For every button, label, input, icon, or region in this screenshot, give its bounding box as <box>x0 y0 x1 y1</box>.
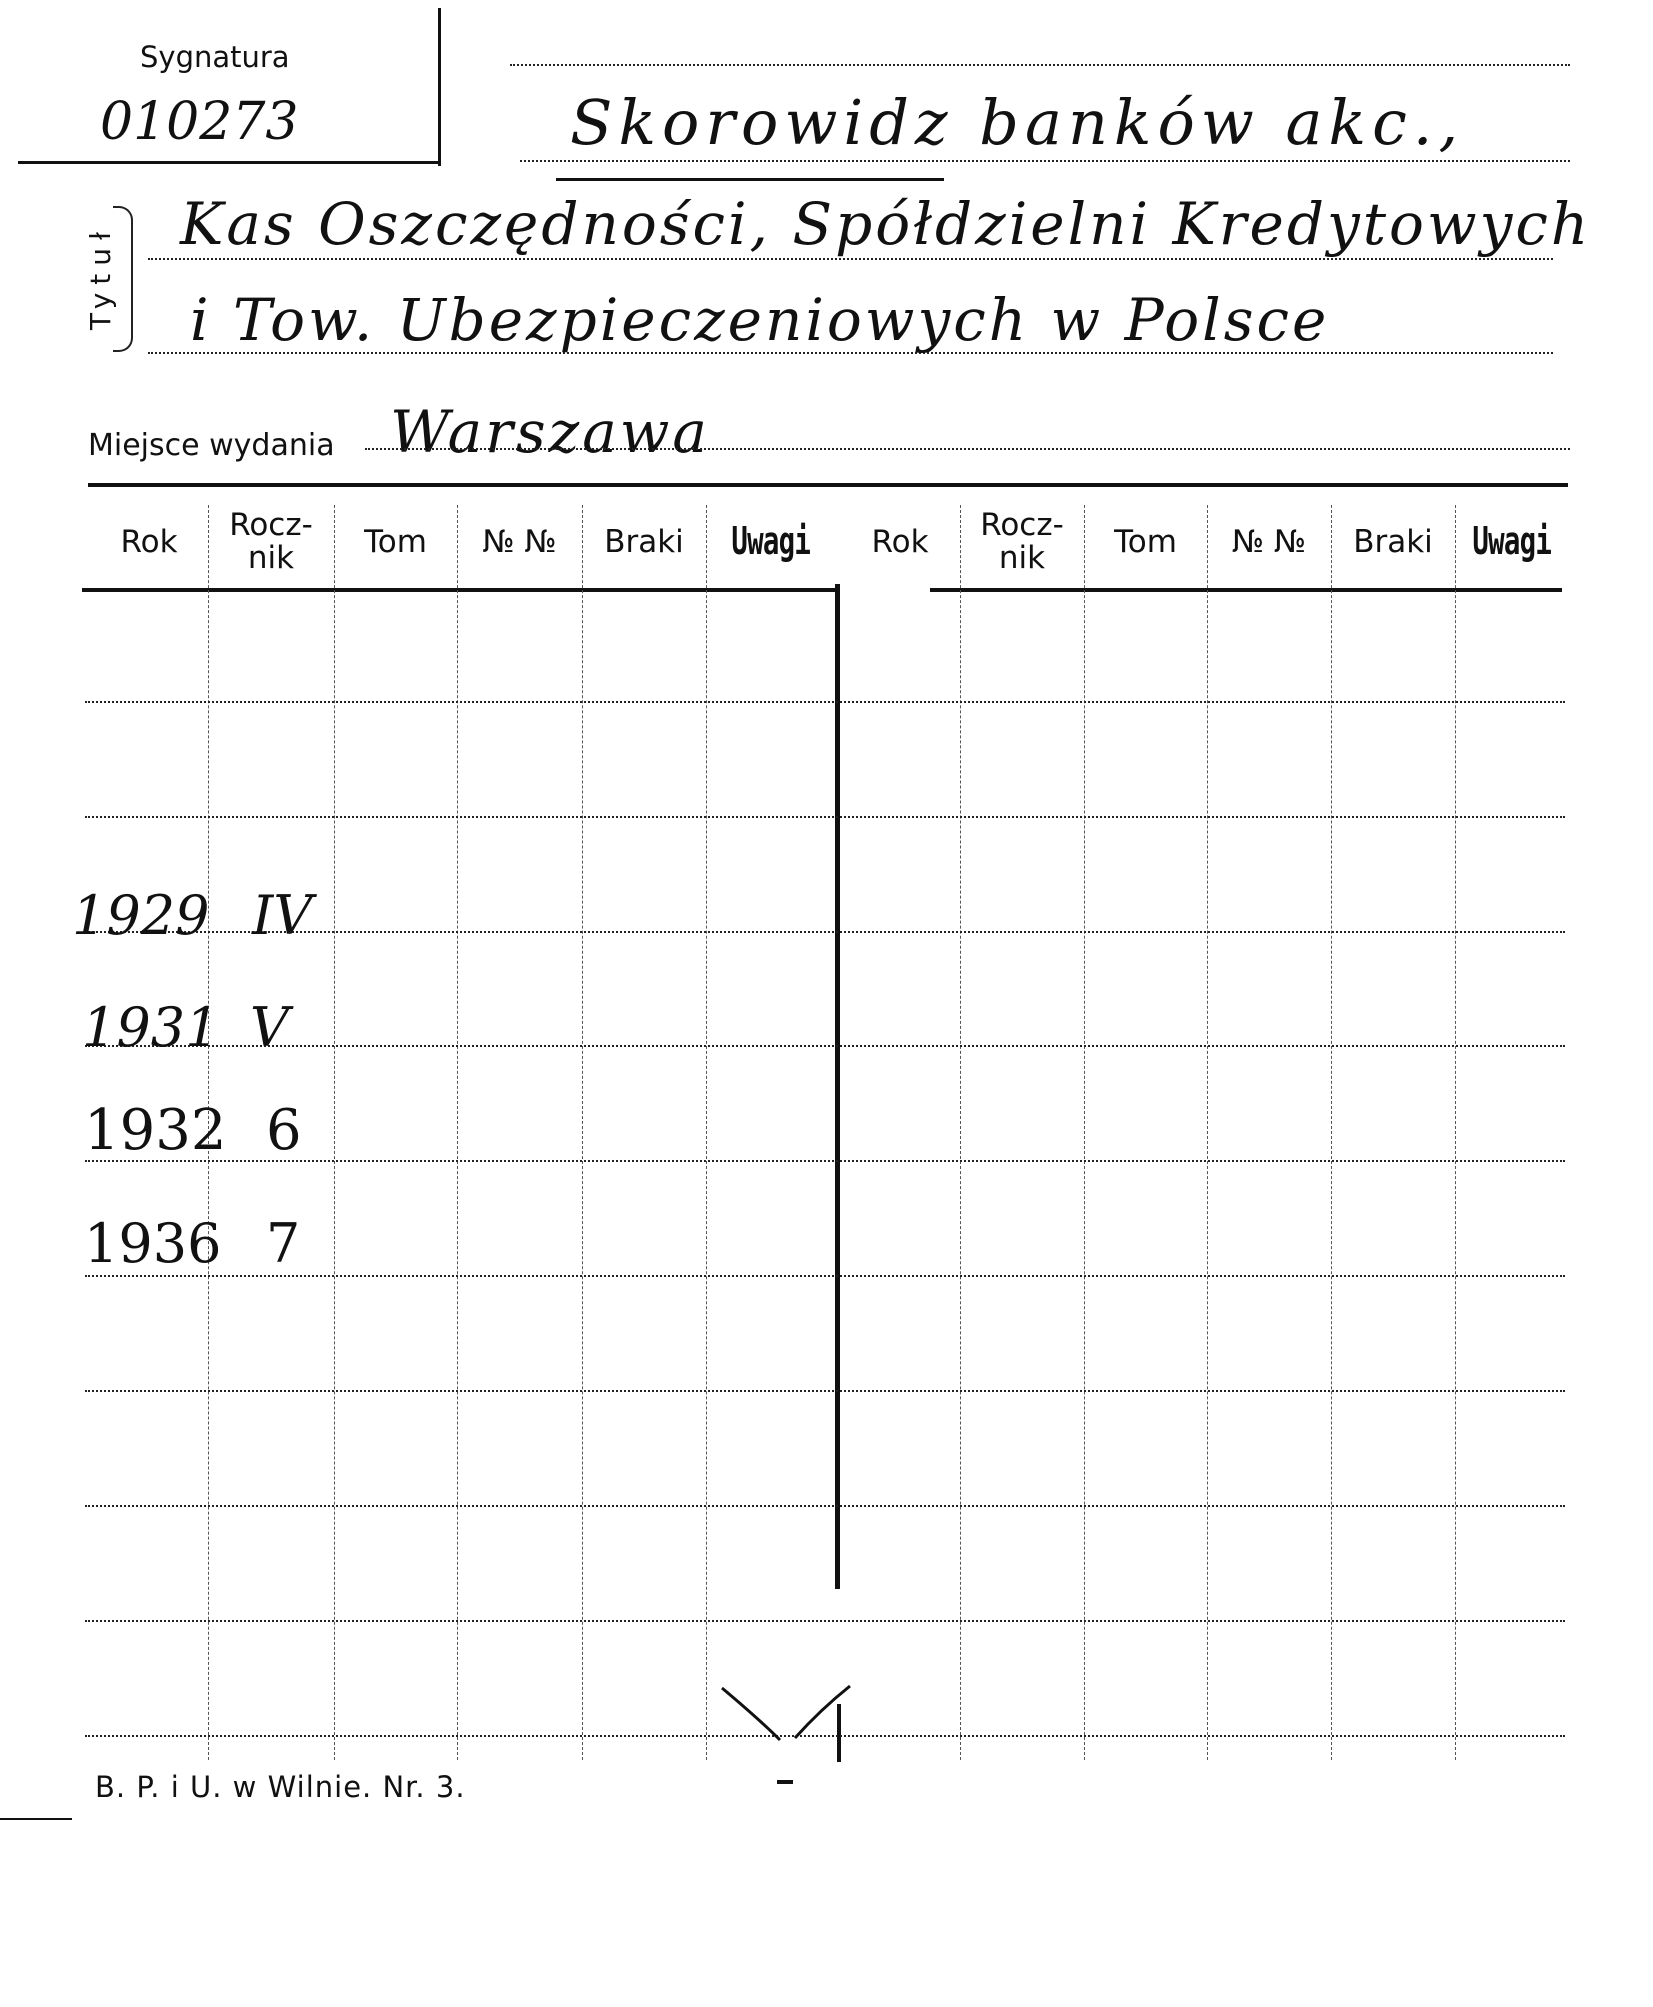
place-label: Miejsce wydania <box>88 428 335 463</box>
header-tom: Tom <box>1114 523 1177 560</box>
signature-value: 010273 <box>100 92 299 152</box>
header-tom: Tom <box>364 523 427 560</box>
row-rule <box>85 816 1565 818</box>
header-numery: № № <box>1231 523 1307 560</box>
signature-label: Sygnatura <box>140 40 290 74</box>
row-rule <box>85 701 1565 703</box>
column-divider <box>582 505 583 1760</box>
title-label: Tytuł <box>84 224 117 330</box>
title-brace <box>113 206 133 352</box>
table-header-rule-left <box>82 588 838 592</box>
row-rule <box>85 1390 1565 1392</box>
header-numery: № № <box>482 523 557 560</box>
column-divider <box>960 505 961 1760</box>
row-rule <box>85 1620 1565 1622</box>
entry-rocznik: 7 <box>266 1212 301 1275</box>
header-braki: Braki <box>1353 523 1433 560</box>
column-divider <box>706 505 707 1760</box>
header-uwagi-text: Uwagi <box>731 519 811 564</box>
column-divider <box>1084 505 1085 1760</box>
header-rok: Rok <box>871 523 929 560</box>
header-uwagi-text: Uwagi <box>1472 519 1551 564</box>
entry-rocznik: 6 <box>266 1098 302 1163</box>
place-rule <box>365 448 1570 450</box>
entry-rok: 1931 <box>82 996 220 1059</box>
column-divider <box>334 505 335 1760</box>
title-line-2: Kas Oszczędności, Spółdzielni Kredytowych <box>180 190 1592 258</box>
signature-box-right-border <box>438 8 441 166</box>
row-rule <box>85 1505 1565 1507</box>
entry-rok: 1932 <box>84 1098 227 1163</box>
entry-rok: 1936 <box>84 1212 222 1275</box>
header-rocznik: Rocz- nik <box>980 507 1064 576</box>
place-value: Warszawa <box>390 398 711 466</box>
entry-rok: 1929 <box>72 884 210 947</box>
table-header-rule-right <box>930 588 1562 592</box>
table-top-rule <box>88 483 1568 487</box>
header-uwagi <box>706 500 836 584</box>
title-underline <box>556 178 944 181</box>
title-line-0-rule <box>510 64 1570 66</box>
column-divider <box>1331 505 1332 1760</box>
column-divider <box>1207 505 1208 1760</box>
column-divider <box>457 505 458 1760</box>
title-line-1: Skorowidz banków akc., <box>570 86 1465 159</box>
entry-rocznik: IV <box>252 884 313 947</box>
header-braki: Braki <box>604 523 684 560</box>
row-rule <box>85 1275 1565 1277</box>
table-center-divider <box>835 584 840 1589</box>
footer-imprint: B. P. i U. w Wilnie. Nr. 3. <box>95 1770 466 1804</box>
entry-rocznik: V <box>250 996 289 1059</box>
title-line-1-rule <box>520 160 1570 162</box>
signature-box-bottom-border <box>18 161 441 164</box>
punch-hole-mark <box>720 1680 860 1800</box>
header-rok: Rok <box>120 523 178 560</box>
row-rule <box>85 1160 1565 1162</box>
row-rule <box>85 1045 1565 1047</box>
edge-mark <box>0 1818 72 1820</box>
title-line-2-rule <box>148 258 1553 260</box>
header-uwagi <box>1455 500 1568 584</box>
column-divider <box>1455 505 1456 1760</box>
header-rocznik: Rocz- nik <box>229 507 313 576</box>
title-line-3: i Tow. Ubezpieczeniowych w Polsce <box>190 286 1330 354</box>
